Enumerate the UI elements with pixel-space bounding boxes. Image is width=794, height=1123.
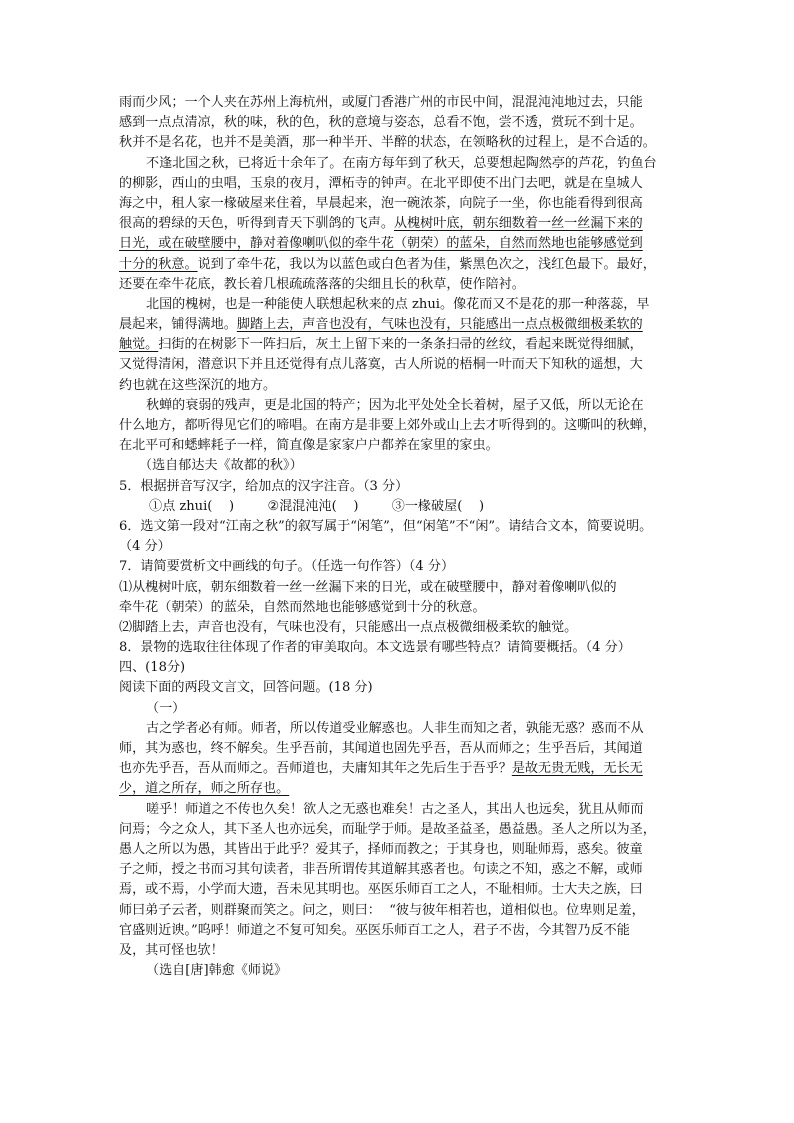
section-4-part1-label: （一）	[146, 700, 186, 716]
text1-p4-line1: 秋蝉的衰弱的残声，更是北国的特产；因为北平处处全长着树，屋子又低，所以无论在	[146, 397, 644, 413]
text1-p3-line2-plain: 晨起来，铺得满地。	[119, 317, 237, 333]
section-4-heading: 四、(18分)	[119, 660, 186, 676]
text1-p3-line5: 约也就在这些深沉的地方。	[119, 377, 277, 393]
text2-p2-line4: 子之师，授之书而习其句读者，非吾所谓传其道解其惑者也。句读之不知，惑之不解，或师	[119, 862, 643, 878]
question-7-option2: ⑵脚踏上去，声音也没有，气味也没有，只能感出一点点极微细极柔软的触觉。	[119, 619, 578, 635]
text1-p2-line1: 不逢北国之秋，已将近十余年了。在南方每年到了秋天，总要想起陶然亭的芦花，钓鱼台	[146, 155, 657, 171]
text1-p3-line1: 北国的槐树，也是一种能使人联想起秋来的点 zhui。像花而又不是花的那一种落蕊，早	[146, 296, 650, 312]
text2-p1-line4	[119, 779, 679, 799]
question-5: 5．根据拼音写汉字，给加点的汉字注音。（3 分）	[119, 478, 409, 494]
question-7-option1-line2: 牵牛花（朝荣）的蓝朵，自然而然地也能够感觉到十分的秋意。	[119, 599, 486, 615]
text1-p1-line2: 感到一点点清凉，秋的味，秋的色，秋的意境与姿态，总看不饱，尝不透，赏玩不到十足。	[119, 115, 643, 131]
text1-p3-line4: 又觉得清闲，潜意识下并且还觉得有点儿落寞，古人所说的梧桐一叶而天下知秋的遥想，大	[119, 357, 643, 373]
exam-page	[119, 93, 679, 981]
question-8: 8．景物的选取往往体现了作者的审美取向。本文选景有哪些特点？请简要概括。（4 分）	[119, 640, 631, 656]
text1-p2-line2: 的柳影，西山的虫唱，玉泉的夜月，潭柘寺的钟声。在北平即使不出门去吧，就是在皇城人	[119, 175, 643, 191]
underlined-sentence-1-part2: 日光，或在破壁腰中，静对着像喇叭似的牵牛花（朝荣）的蓝朵，自然而然地也能够感觉到	[119, 236, 643, 252]
underlined-classical-sentence-part1: 是故无贵无贱，无长无	[511, 761, 643, 777]
underlined-sentence-1-part3: 十分的秋意。	[119, 256, 198, 272]
text1-p3-line3-plain: 扫街的在树影下一阵扫后，灰土上留下来的一条条扫帚的丝纹，看起来既觉得细腻，	[158, 337, 643, 353]
text2-source: （选自[唐]韩愈《师说》	[146, 963, 288, 979]
text2-p2-line6: 师曰弟子云者，则群聚而笑之。问之，则曰： “彼与彼年相若也，道相似也。位卑则足羞，	[119, 902, 645, 918]
text1-p2-line6	[119, 255, 679, 275]
underlined-sentence-2-part1: 脚踏上去，声音也没有，气味也没有，只能感出一点点极微细极柔软的	[236, 317, 643, 333]
text1-p4-line3: 在北平可和蟋蟀耗子一样，简直像是家家户户都养在家里的家虫。	[119, 438, 499, 454]
text2-p2-line5: 焉，或不焉，小学而大遗，吾未见其明也。巫医乐师百工之人，不耻相师。士大夫之族，曰	[119, 882, 643, 898]
text1-p2-line7: 还要在牵牛花底，教长着几根疏疏落落的尖细且长的秋草，使作陪衬。	[119, 276, 525, 292]
text1-p1-line1: 雨而少风；一个人夹在苏州上海杭州，或厦门香港广州的市民中间，混混沌沌地过去，只能	[119, 95, 643, 110]
text1-p3-line2	[119, 315, 679, 335]
section-4-intro: 阅读下面的两段文言文，回答问题。(18 分)	[119, 680, 373, 696]
text2-p2-line1: 嗟乎！师道之不传也久矣！欲人之无惑也难矣！古之圣人，其出人也远矣，犹且从师而	[146, 801, 644, 817]
text1-p2-line4-plain: 很高的碧绿的天色，听得到青天下驯鸽的飞声。	[119, 216, 394, 232]
question-7: 7．请简要赏析文中画线的句子。（任选一句作答）（4 分）	[119, 559, 455, 575]
question-6-line1: 6．选文第一段对“江南之秋”的叙写属于“闲笔”，但“闲笔”不“闲”。请结合文本，简要说明。	[119, 518, 653, 534]
text2-p2-line7: 官盛则近谀。”呜呼！师道之不复可知矣。巫医乐师百工之人，君子不齿，今其智乃反不能	[119, 922, 630, 938]
text1-source: （选自郁达夫《故都的秋》）	[139, 458, 303, 474]
text2-p1-line2: 师，其为惑也，终不解矣。生乎吾前，其闻道也固先乎吾，吾从而师之；生乎吾后，其闻道	[119, 741, 643, 756]
text1-p2-line5	[119, 234, 679, 254]
underlined-classical-sentence-part2: 少，道之所存，师之所存也。	[119, 781, 290, 797]
text2-p1-line3	[119, 759, 679, 779]
text1-p4-line2: 什么地方，都听得见它们的啼唱。在南方是非要上郊外或山上去才听得到的。这嘶叫的秋蝉，	[119, 418, 656, 433]
text1-p1-line3: 秋并不是名花，也并不是美酒，那一种半开、半醉的状态，在领略秋的过程上，是不合适的。	[119, 135, 656, 151]
question-5-items: ①点 zhui( ) ②混混沌沌( ) ③一椽破屋( )	[149, 498, 485, 514]
underlined-sentence-2-part2: 触觉。	[119, 337, 159, 353]
question-6-line2: （4 分）	[119, 539, 171, 555]
text1-p3-line3	[119, 335, 679, 355]
text2-p2-line2: 问焉；今之众人，其下圣人也亦远矣，而耻学于师。是故圣益圣，愚益愚。圣人之所以为圣，	[119, 821, 656, 837]
text1-p2-line4	[119, 214, 679, 234]
underlined-sentence-1-part1: 从槐树叶底，朝东细数着一丝一丝漏下来的	[393, 216, 643, 232]
text1-p2-line3: 海之中，租人家一椽破屋来住着，早晨起来，泡一碗浓茶，向院子一坐，你也能看得到很高	[119, 195, 643, 211]
text2-p2-line3: 愚人之所以为愚，其皆出于此乎？爱其子，择师而教之；于其身也，则耻师焉，惑矣。彼童	[119, 841, 643, 857]
text1-p2-line6-plain: 说到了牵牛花，我以为以蓝色或白色者为佳，紫黑色次之，浅红色最下。最好，	[197, 256, 656, 272]
question-7-option1-line1: ⑴从槐树叶底，朝东细数着一丝一丝漏下来的日光，或在破壁腰中，静对着像喇叭似的	[119, 579, 617, 595]
text2-p2-line8: 及，其可怪也欤！	[119, 942, 224, 958]
text2-p1-line1: 古之学者必有师。师者，所以传道受业解惑也。人非生而知之者，孰能无惑？惑而不从	[146, 720, 644, 736]
text2-p1-line3-plain: 也亦先乎吾，吾从而师之。吾师道也，夫庸知其年之先后生于吾乎？	[119, 761, 512, 777]
